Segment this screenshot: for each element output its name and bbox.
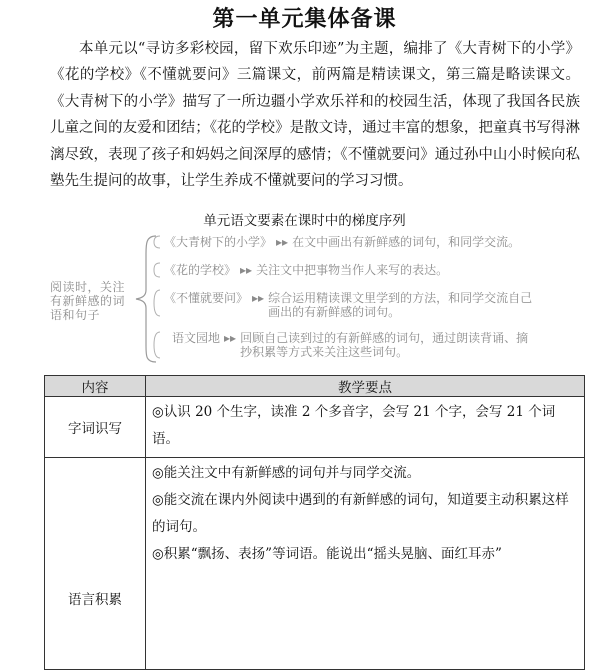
arrow-icon: ▸▸ [276, 235, 289, 249]
row-category: 字词识写 [45, 397, 146, 458]
diagram-row [164, 235, 520, 249]
diagram-left-label: 阅读时，关注有新鲜感的词语和句子 [50, 280, 126, 322]
row-bracket-4 [154, 332, 160, 358]
header-points: 教学要点 [146, 376, 585, 397]
diagram-row [164, 263, 448, 277]
row-desc: 综合运用精读课文里学到的方法，和同学交流自己画出的有新鲜感的词句。 [268, 291, 533, 319]
diagram-title: 单元语文要素在课时中的梯度序列 [203, 213, 406, 229]
arrow-icon: ▸▸ [252, 291, 265, 305]
row-bracket-1 [154, 236, 160, 248]
table-row [45, 397, 585, 458]
row-category: 语言积累 [45, 458, 146, 670]
row-lesson: 《不懂就要问》 [164, 291, 249, 305]
diagram-row [164, 291, 538, 319]
teaching-table [44, 375, 585, 670]
table-header-row [45, 376, 585, 397]
row-lesson: 《花的学校》 [164, 263, 237, 277]
point-item: ◎认识 20 个生字，读准 2 个多音字，会写 21 个字，会写 21 个词语。 [152, 404, 556, 447]
page-title: 第一单元集体备课 [212, 7, 397, 32]
header-content: 内容 [45, 376, 146, 397]
diagram-row [172, 331, 530, 359]
row-lesson: 《大青树下的小学》 [164, 235, 273, 249]
point-item: ◎能交流在课内外阅读中遇到的有新鲜感的词句，知道要主动积累这样的词句。 [152, 492, 569, 535]
row-desc: 在文中画出有新鲜感的词句，和同学交流。 [292, 235, 521, 249]
intro-paragraph: 本单元以“寻访多彩校园，留下欢乐印迹”为主题，编排了《大青树下的小学》《花的学校》《不懂就要问》三篇课文，前两篇是精读课文，第三篇是略读课文。《大青树下的小学》描写了一所边疆小学欢乐祥和的校园生活，体现了我国各民族儿童之间的友爱和团结；《花的学校》是散文诗，通过丰富的想象，把童真书写得淋漓尽致，表现了孩子和妈妈之间深厚的感情；《不懂就要问》通过孙中山小时候向私塾先生提问的故事，让学生养成不懂就要问的学习习惯。 [50, 41, 580, 190]
point-item: ◎能关注文中有新鲜感的词句并与同学交流。 [152, 465, 421, 481]
row-points [146, 397, 585, 458]
arrow-icon: ▸▸ [224, 331, 237, 345]
arrow-icon: ▸▸ [240, 263, 253, 277]
row-lesson: 语文园地 [172, 331, 221, 345]
left-brace [136, 236, 156, 362]
row-bracket-2 [154, 263, 160, 277]
row-bracket-3 [154, 290, 160, 316]
row-desc: 回顾自己读到过的有新鲜感的词句，通过朗读背诵、摘抄积累等方式来关注这些词句。 [240, 331, 529, 359]
point-item: ◎积累“飘扬、表扬”等词语。能说出“摇头晃脑、面红耳赤” [152, 546, 502, 562]
row-desc: 关注文中把事物当作人来写的表达。 [256, 263, 449, 277]
